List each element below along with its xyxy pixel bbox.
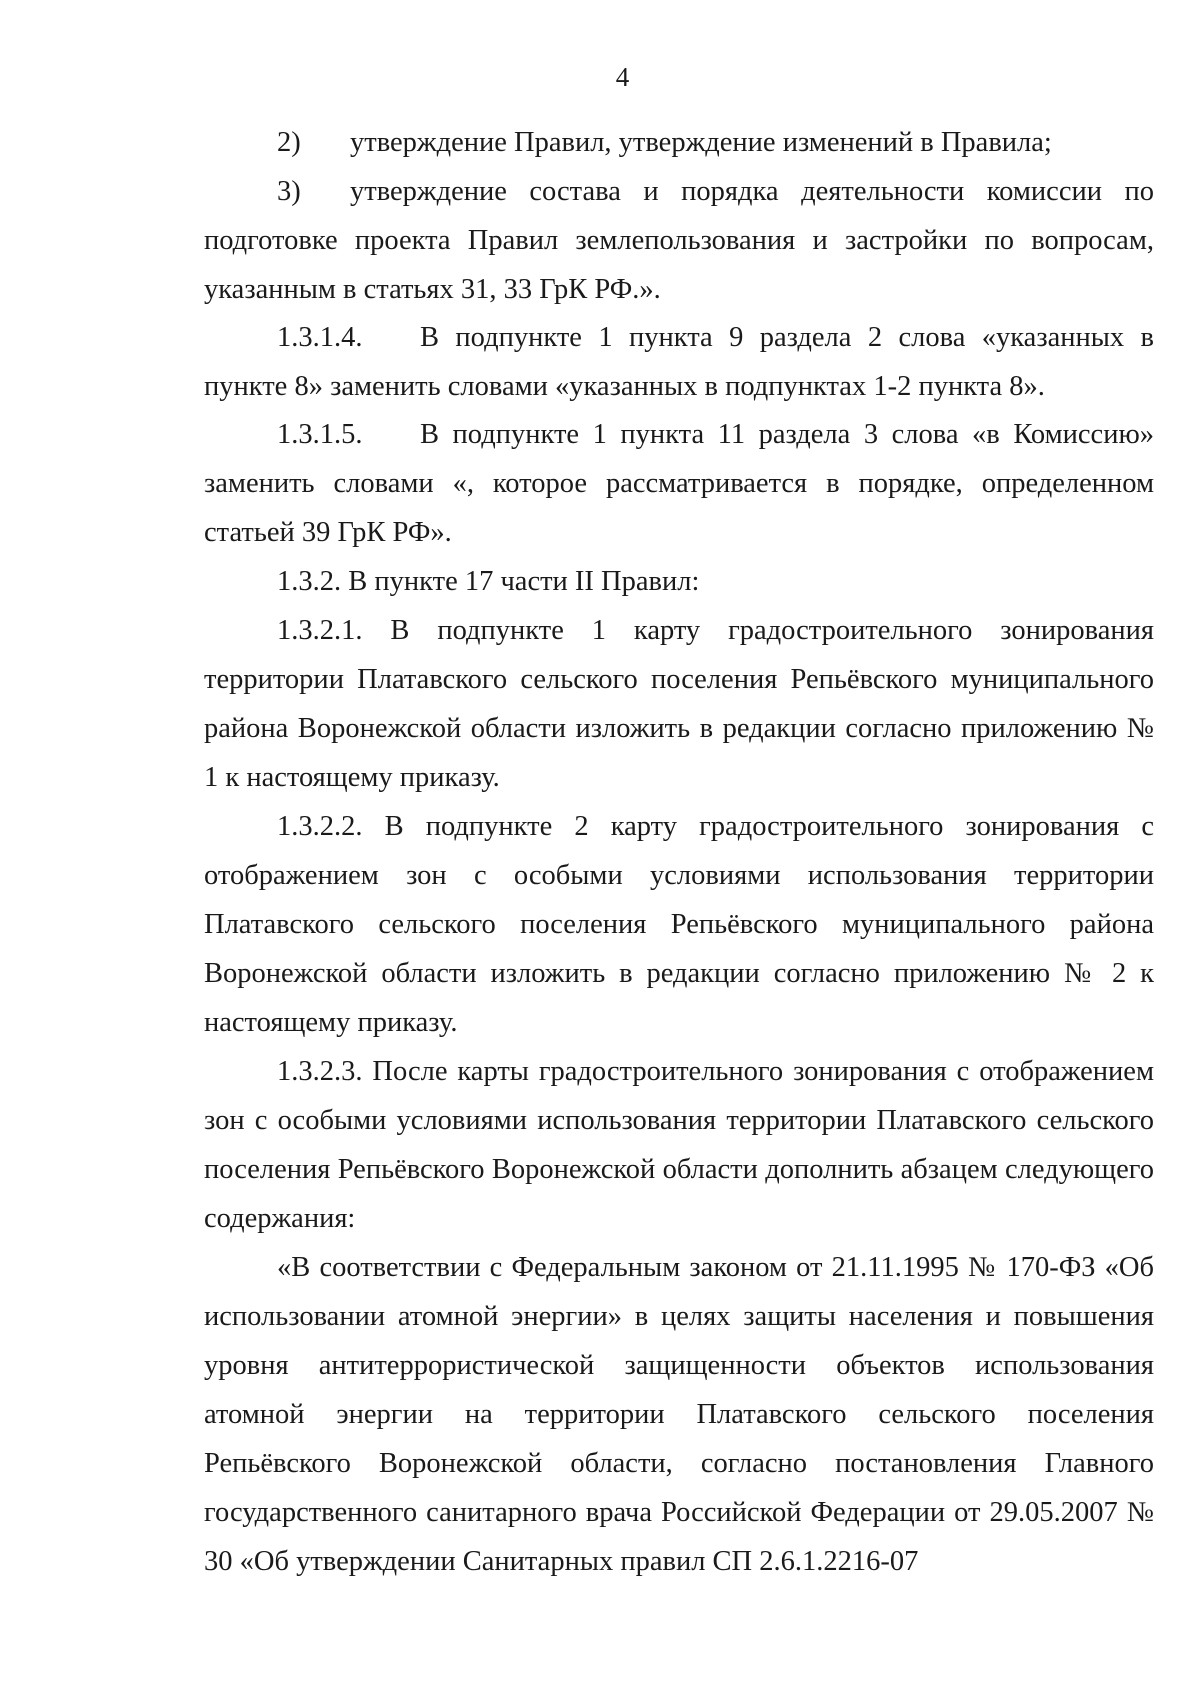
list-item-text: утверждение Правил, утверждение изменений в Правила; xyxy=(350,127,1052,158)
clause-1-3-2-3: 1.3.2.3. После карты градостроительного зонирования с отображением зон с особыми условиями использования территории Платавского сельского поселения Репьёвского Воронежской области дополнить абзацем следующего содержания: xyxy=(204,1056,1154,1234)
clause-number: 1.3.1.4. xyxy=(277,322,363,353)
list-item-2 xyxy=(204,118,1154,167)
page-number: 4 xyxy=(615,62,630,92)
document-body xyxy=(204,118,1154,1586)
quoted-paragraph: «В соответствии с Федеральным законом от 21.11.1995 № 170-ФЗ «Об использовании атомной энергии» в целях защиты населения и повышения уровня антитеррористической защищенности объектов использования атомной энергии на территории Платавского сельского поселения Репьёвского Воронежской области, согласно постановления Главного государственного санитарного врача Российской Федерации от 29.05.2007 № 30 «Об утверждении Санитарных правил СП 2.6.1.2216-07 xyxy=(204,1252,1154,1577)
clause-1-3-1-4 xyxy=(204,313,1154,411)
clause-1-3-2: 1.3.2. В пункте 17 части II Правил: xyxy=(277,566,700,597)
clause-1-3-1-5 xyxy=(204,410,1154,557)
list-item-3 xyxy=(204,167,1154,314)
list-item-number: 2) xyxy=(277,127,301,158)
list-item-number: 3) xyxy=(277,176,301,207)
clause-1-3-2-2: 1.3.2.2. В подпункте 2 карту градостроительного зонирования с отображением зон с особыми условиями использования территории Платавского сельского поселения Репьёвского муниципального района Воронежской области изложить в редакции согласно приложению № 2 к настоящему приказу. xyxy=(204,811,1154,1038)
clause-text: В подпункте 1 пункта 11 раздела 3 слова «в Комиссию» заменить словами «, которое рассматривается в порядке, определенном статьей 39 ГрК РФ». xyxy=(204,419,1154,548)
clause-text: В подпункте 1 пункта 9 раздела 2 слова «указанных в пункте 8» заменить словами «указанных в подпунктах 1-2 пункта 8». xyxy=(204,322,1154,402)
clause-1-3-2-1: 1.3.2.1. В подпункте 1 карту градостроительного зонирования территории Платавского сельского поселения Репьёвского муниципального района Воронежской области изложить в редакции согласно приложению № 1 к настоящему приказу. xyxy=(204,615,1154,793)
list-item-text: утверждение состава и порядка деятельности комиссии по подготовке проекта Правил землепользования и застройки по вопросам, указанным в статьях 31, 33 ГрК РФ.». xyxy=(204,176,1154,305)
clause-number: 1.3.1.5. xyxy=(277,419,363,450)
